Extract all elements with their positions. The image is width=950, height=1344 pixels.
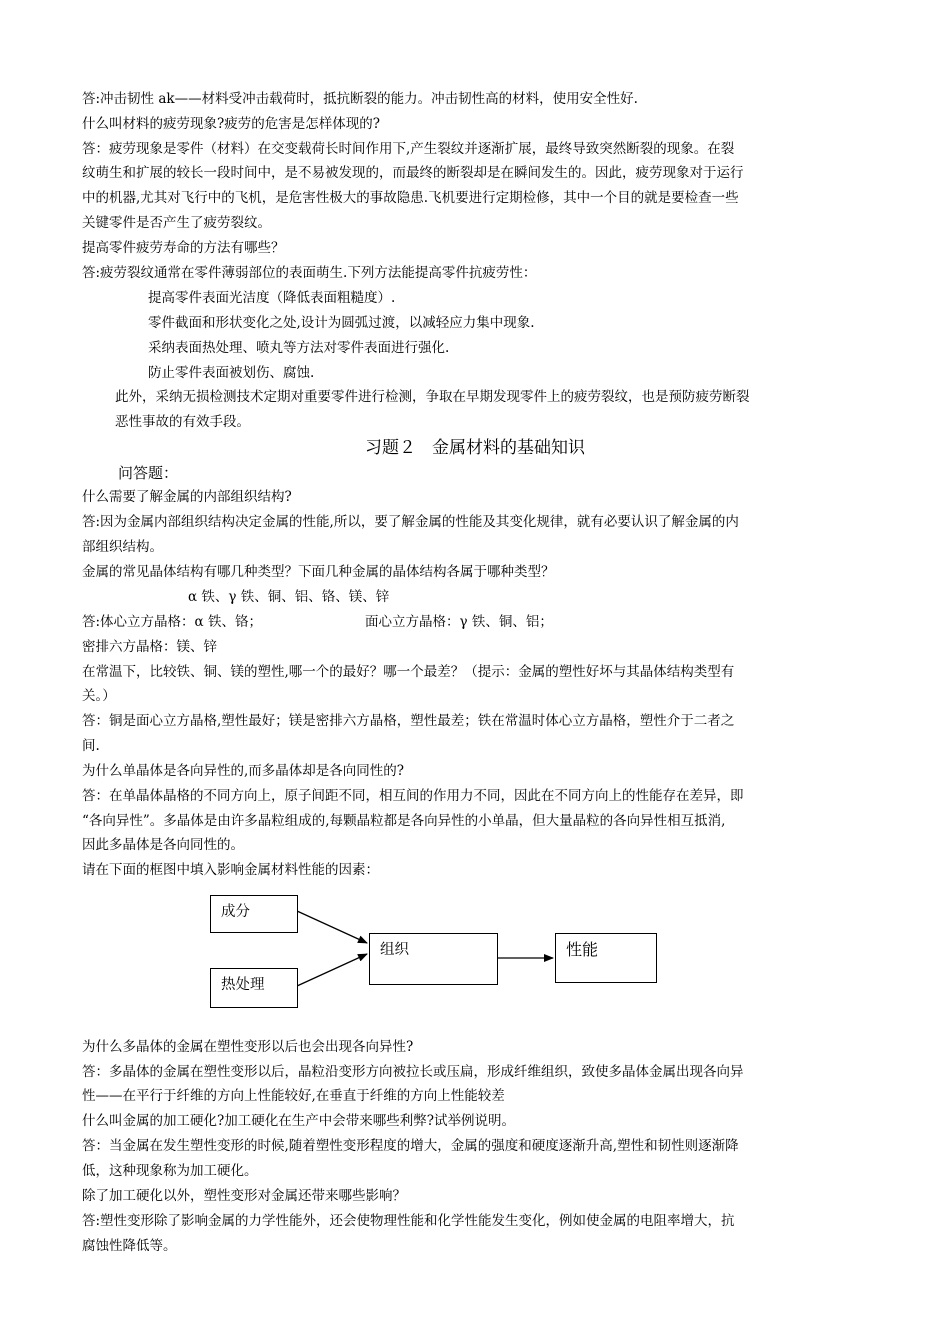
question-line: 什么叫金属的加工硬化?加工硬化在生产中会带来哪些利弊?试举例说明。 (82, 1113, 515, 1129)
section-title (0, 435, 950, 461)
paragraph-line: 关键零件是否产生了疲劳裂纹。 (82, 215, 271, 231)
box-heat-treatment: 热处理 (210, 968, 298, 1008)
paragraph-line: 纹萌生和扩展的较长一段时间中，是不易被发现的，而最终的断裂却是在瞬间发生的。因此，疲劳现象对于运行 (82, 165, 744, 181)
arrow-composition-to-structure (297, 911, 367, 943)
question-line: 提高零件疲劳寿命的方法有哪些？ (82, 240, 285, 256)
paragraph-line: 答：在单晶体晶格的不同方向上，原子间距不同，相互间的作用力不同，因此在不同方向上的性能存在差异，即 (82, 788, 744, 804)
paragraph-line: “各向异性”。多晶体是由许多晶粒组成的,每颗晶粒都是各向异性的小单晶，但大量晶粒的各向异性相互抵消, (82, 813, 726, 829)
paragraph-line: 答：多晶体的金属在塑性变形以后，晶粒沿变形方向被拉长或压扁，形成纤维组织，致使多晶体金属出现各向异 (82, 1064, 744, 1080)
list-item: 零件截面和形状变化之处,设计为圆弧过渡，以减轻应力集中现象. (148, 315, 535, 331)
paragraph-line: 低，这种现象称为加工硬化。 (82, 1163, 258, 1179)
question-line: 关。） (82, 688, 116, 704)
paragraph-line: 答:疲劳裂纹通常在零件薄弱部位的表面萌生.下列方法能提高零件抗疲劳性： (82, 265, 537, 281)
box-performance: 性能 (555, 933, 657, 983)
question-line: 金属的常见晶体结构有哪几种类型？下面几种金属的晶体结构各属于哪种类型？ (82, 564, 555, 580)
paragraph-line: 恶性事故的有效手段。 (115, 414, 250, 430)
paragraph-line: 答：当金属在发生塑性变形的时候,随着塑性变形程度的增大，金属的强度和硬度逐渐升高,塑性和韧性则逐渐降 (82, 1138, 739, 1154)
paragraph-line: 答：铜是面心立方晶格,塑性最好；镁是密排六方晶格，塑性最差；铁在常温时体心立方晶格，塑性介于二者之 (82, 713, 735, 729)
question-line: 请在下面的框图中填入影响金属材料性能的因素： (82, 862, 379, 878)
paragraph-line: 因此多晶体是各向同性的。 (82, 837, 244, 853)
paragraph-line: 答:因为金属内部组织结构决定金属的性能,所以，要了解金属的性能及其变化规律，就有必要认识了解金属的内 (82, 514, 739, 530)
question-line: 为什么单晶体是各向异性的,而多晶体却是各向同性的? (82, 763, 405, 779)
paragraph-line: 部组织结构。 (82, 539, 163, 555)
section-number: 习题２ (365, 438, 416, 458)
arrow-heattreatment-to-structure (297, 954, 367, 986)
question-line: 什么叫材料的疲劳现象?疲劳的危害是怎样体现的? (82, 116, 380, 132)
question-line: 在常温下，比较铁、铜、镁的塑性,哪一个的最好？哪一个最差？（提示：金属的塑性好坏与其晶体结构类型有 (82, 664, 735, 680)
section-name: 金属材料的基础知识 (432, 438, 585, 458)
paragraph-line: 答:冲击韧性 ak——材料受冲击载荷时，抵抗断裂的能力。冲击韧性高的材料，使用安全性好. (82, 91, 638, 107)
list-item: 采纳表面热处理、喷丸等方法对零件表面进行强化. (148, 340, 450, 356)
paragraph-line: 此外，采纳无损检测技术定期对重要零件进行检测，争取在早期发现零件上的疲劳裂纹，也是预防疲劳断裂 (115, 389, 750, 405)
box-composition: 成分 (210, 895, 298, 933)
question-line: 为什么多晶体的金属在塑性变形以后也会出现各向异性? (82, 1039, 414, 1055)
subheading: 问答题： (118, 464, 179, 482)
paragraph-line: 面心立方晶格：γ 铁、铜、铝； (365, 614, 553, 630)
paragraph-line: 答:体心立方晶格：α 铁、铬； (82, 614, 262, 630)
list-item: 提高零件表面光洁度（降低表面粗糙度）. (148, 290, 396, 306)
paragraph-line: 间. (82, 738, 100, 754)
box-structure: 组织 (369, 933, 498, 985)
paragraph-line: 答:塑性变形除了影响金属的力学性能外，还会使物理性能和化学性能发生变化，例如使金属的电阻率增大，抗 (82, 1213, 735, 1229)
question-line: 什么需要了解金属的内部组织结构? (82, 489, 292, 505)
list-item: 防止零件表面被划伤、腐蚀. (148, 365, 315, 381)
paragraph-line: 密排六方晶格：镁、锌 (82, 639, 217, 655)
paragraph-line: α 铁、γ 铁、铜、铝、铬、镁、锌 (188, 589, 390, 605)
paragraph-line: 答：疲劳现象是零件（材料）在交变载荷长时间作用下,产生裂纹并逐渐扩展，最终导致突然断裂的现象。在裂 (82, 141, 735, 157)
paragraph-line: 腐蚀性降低等。 (82, 1238, 177, 1254)
paragraph-line: 性——在平行于纤维的方向上性能较好,在垂直于纤维的方向上性能较差 (82, 1088, 505, 1104)
paragraph-line: 中的机器,尤其对飞行中的飞机，是危害性极大的事故隐患.飞机要进行定期检修，其中一个目的就是要检查一些 (82, 190, 739, 206)
question-line: 除了加工硬化以外，塑性变形对金属还带来哪些影响？ (82, 1188, 406, 1204)
